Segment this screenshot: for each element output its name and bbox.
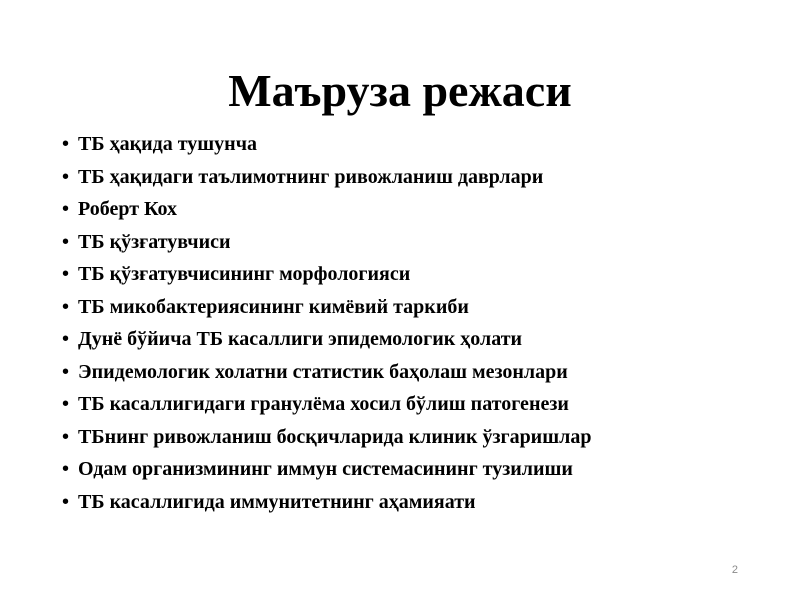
list-item: [62, 291, 762, 324]
bullet-icon: •: [62, 458, 70, 480]
list-item: [62, 323, 762, 356]
list-item: [62, 193, 762, 226]
list-item: [62, 453, 762, 486]
bullet-icon: •: [62, 295, 70, 318]
list-item-text: Эпидемологик холатни статистик баҳолаш мезонлари: [78, 360, 568, 383]
bullet-icon: •: [62, 328, 70, 350]
list-item: [62, 421, 762, 454]
list-item: [62, 161, 762, 194]
bullet-icon: •: [62, 198, 70, 220]
bullet-icon: •: [62, 133, 70, 155]
list-item: [62, 226, 762, 259]
bullet-icon: •: [62, 263, 70, 285]
list-item-text: Роберт Кох: [78, 198, 178, 220]
list-item-text: ТБ касаллигида иммунитетнинг аҳамияати: [78, 490, 476, 513]
list-item-text: ТБ қўзғатувчисининг морфологияси: [78, 263, 411, 285]
list-item: [62, 388, 762, 421]
list-item: [62, 258, 762, 291]
bullet-icon: •: [62, 360, 70, 383]
list-item-text: Одам организмининг иммун системасининг тузилиши: [78, 458, 573, 480]
list-item: [62, 356, 762, 389]
list-item-text: Дунё бўйича ТБ касаллиги эпидемологик ҳолати: [78, 328, 523, 350]
list-item: [62, 486, 762, 519]
bullet-icon: •: [62, 425, 70, 448]
list-item-text: ТБ ҳақида тушунча: [78, 133, 257, 155]
list-item-text: ТБ ҳақидаги таълимотнинг ривожланиш даврлари: [78, 165, 544, 188]
list-item-text: ТБ касаллигидаги гранулёма хосил бўлиш патогенези: [78, 393, 569, 415]
bullet-icon: •: [62, 393, 70, 415]
lecture-plan-list: [62, 128, 762, 518]
bullet-icon: •: [62, 490, 70, 513]
bullet-icon: •: [62, 165, 70, 188]
page-number: 2: [731, 564, 738, 576]
list-item-text: ТБ микобактериясининг кимёвий таркиби: [78, 295, 469, 318]
list-item-text: ТБнинг ривожланиш босқичларида клиник ўзгаришлар: [78, 425, 592, 448]
slide-title: Маъруза режаси: [228, 65, 572, 116]
list-item-text: ТБ қўзғатувчиси: [78, 230, 231, 253]
list-item: [62, 128, 762, 161]
bullet-icon: •: [62, 230, 70, 253]
